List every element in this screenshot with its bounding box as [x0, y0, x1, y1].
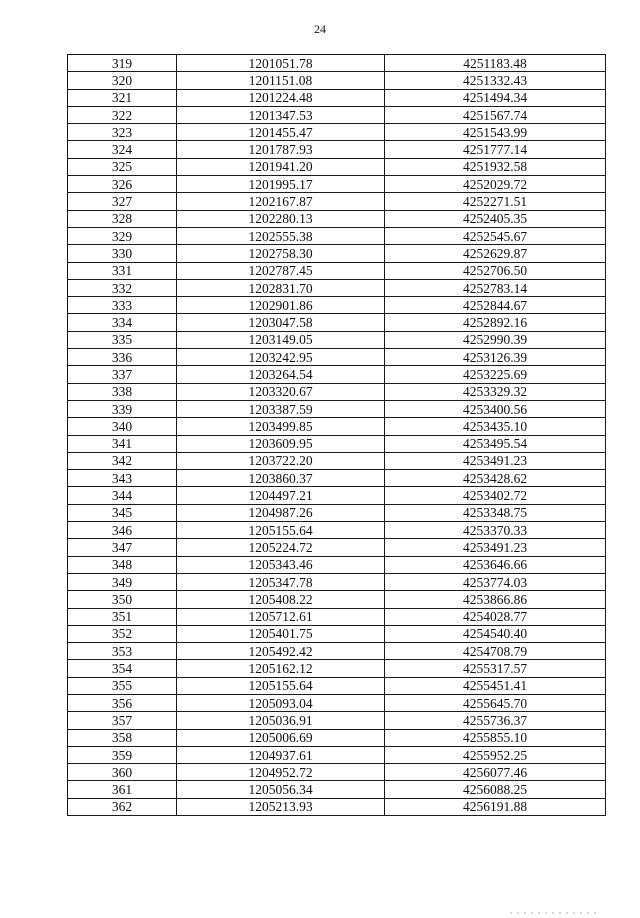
table-row	[68, 124, 606, 141]
x-coordinate-cell: 1201941.20	[177, 158, 385, 175]
table-row	[68, 141, 606, 158]
table-row	[68, 556, 606, 573]
y-coordinate-cell: 4253491.23	[385, 539, 606, 556]
table-row	[68, 89, 606, 106]
point-number-cell: 359	[68, 746, 177, 763]
point-number-cell: 355	[68, 677, 177, 694]
x-coordinate-cell: 1205347.78	[177, 573, 385, 590]
table-row	[68, 72, 606, 89]
y-coordinate-cell: 4251494.34	[385, 89, 606, 106]
y-coordinate-cell: 4254540.40	[385, 625, 606, 642]
table-row	[68, 539, 606, 556]
point-number-cell: 319	[68, 55, 177, 72]
point-number-cell: 354	[68, 660, 177, 677]
y-coordinate-cell: 4253348.75	[385, 504, 606, 521]
x-coordinate-cell: 1205213.93	[177, 798, 385, 815]
point-number-cell: 342	[68, 452, 177, 469]
x-coordinate-cell: 1202280.13	[177, 210, 385, 227]
table-row	[68, 435, 606, 452]
y-coordinate-cell: 4253866.86	[385, 591, 606, 608]
point-number-cell: 349	[68, 573, 177, 590]
x-coordinate-cell: 1201224.48	[177, 89, 385, 106]
table-row	[68, 227, 606, 244]
table-row	[68, 262, 606, 279]
y-coordinate-cell: 4253329.32	[385, 383, 606, 400]
table-row	[68, 331, 606, 348]
point-number-cell: 333	[68, 297, 177, 314]
y-coordinate-cell: 4254708.79	[385, 643, 606, 660]
table-row	[68, 729, 606, 746]
table-row	[68, 504, 606, 521]
x-coordinate-cell: 1203860.37	[177, 470, 385, 487]
y-coordinate-cell: 4252783.14	[385, 279, 606, 296]
point-number-cell: 356	[68, 694, 177, 711]
table-row	[68, 470, 606, 487]
scan-artifact	[510, 912, 600, 914]
point-number-cell: 352	[68, 625, 177, 642]
x-coordinate-cell: 1205006.69	[177, 729, 385, 746]
table-row	[68, 245, 606, 262]
x-coordinate-cell: 1204497.21	[177, 487, 385, 504]
point-number-cell: 358	[68, 729, 177, 746]
x-coordinate-cell: 1202901.86	[177, 297, 385, 314]
coordinates-table-container	[67, 54, 606, 816]
x-coordinate-cell: 1203264.54	[177, 366, 385, 383]
point-number-cell: 321	[68, 89, 177, 106]
point-number-cell: 334	[68, 314, 177, 331]
y-coordinate-cell: 4253400.56	[385, 400, 606, 417]
point-number-cell: 361	[68, 781, 177, 798]
table-row	[68, 279, 606, 296]
table-row	[68, 677, 606, 694]
y-coordinate-cell: 4253402.72	[385, 487, 606, 504]
x-coordinate-cell: 1204987.26	[177, 504, 385, 521]
x-coordinate-cell: 1202167.87	[177, 193, 385, 210]
point-number-cell: 324	[68, 141, 177, 158]
point-number-cell: 320	[68, 72, 177, 89]
y-coordinate-cell: 4252892.16	[385, 314, 606, 331]
table-row	[68, 210, 606, 227]
x-coordinate-cell: 1204937.61	[177, 746, 385, 763]
point-number-cell: 338	[68, 383, 177, 400]
page-number: 24	[314, 22, 326, 36]
y-coordinate-cell: 4252271.51	[385, 193, 606, 210]
y-coordinate-cell: 4251567.74	[385, 106, 606, 123]
y-coordinate-cell: 4252706.50	[385, 262, 606, 279]
point-number-cell: 328	[68, 210, 177, 227]
table-row	[68, 798, 606, 815]
point-number-cell: 357	[68, 712, 177, 729]
point-number-cell: 346	[68, 522, 177, 539]
point-number-cell: 327	[68, 193, 177, 210]
point-number-cell: 329	[68, 227, 177, 244]
y-coordinate-cell: 4251183.48	[385, 55, 606, 72]
table-row	[68, 383, 606, 400]
point-number-cell: 351	[68, 608, 177, 625]
x-coordinate-cell: 1205224.72	[177, 539, 385, 556]
y-coordinate-cell: 4252545.67	[385, 227, 606, 244]
y-coordinate-cell: 4255952.25	[385, 746, 606, 763]
y-coordinate-cell: 4255645.70	[385, 694, 606, 711]
table-row	[68, 591, 606, 608]
point-number-cell: 343	[68, 470, 177, 487]
x-coordinate-cell: 1205036.91	[177, 712, 385, 729]
table-row	[68, 349, 606, 366]
point-number-cell: 326	[68, 176, 177, 193]
point-number-cell: 347	[68, 539, 177, 556]
table-row	[68, 781, 606, 798]
x-coordinate-cell: 1203047.58	[177, 314, 385, 331]
table-row	[68, 625, 606, 642]
x-coordinate-cell: 1203320.67	[177, 383, 385, 400]
table-row	[68, 712, 606, 729]
point-number-cell: 340	[68, 418, 177, 435]
x-coordinate-cell: 1205155.64	[177, 522, 385, 539]
point-number-cell: 339	[68, 400, 177, 417]
table-row	[68, 522, 606, 539]
x-coordinate-cell: 1201787.93	[177, 141, 385, 158]
y-coordinate-cell: 4255451.41	[385, 677, 606, 694]
table-row	[68, 106, 606, 123]
table-row	[68, 366, 606, 383]
x-coordinate-cell: 1205492.42	[177, 643, 385, 660]
x-coordinate-cell: 1205343.46	[177, 556, 385, 573]
y-coordinate-cell: 4251543.99	[385, 124, 606, 141]
x-coordinate-cell: 1202831.70	[177, 279, 385, 296]
x-coordinate-cell: 1205408.22	[177, 591, 385, 608]
point-number-cell: 330	[68, 245, 177, 262]
table-row	[68, 608, 606, 625]
point-number-cell: 362	[68, 798, 177, 815]
y-coordinate-cell: 4253491.23	[385, 452, 606, 469]
point-number-cell: 360	[68, 764, 177, 781]
x-coordinate-cell: 1203387.59	[177, 400, 385, 417]
table-row	[68, 764, 606, 781]
point-number-cell: 350	[68, 591, 177, 608]
point-number-cell: 325	[68, 158, 177, 175]
point-number-cell: 335	[68, 331, 177, 348]
table-row	[68, 452, 606, 469]
x-coordinate-cell: 1203609.95	[177, 435, 385, 452]
x-coordinate-cell: 1205056.34	[177, 781, 385, 798]
x-coordinate-cell: 1201151.08	[177, 72, 385, 89]
x-coordinate-cell: 1205093.04	[177, 694, 385, 711]
table-row	[68, 297, 606, 314]
x-coordinate-cell: 1201455.47	[177, 124, 385, 141]
point-number-cell: 337	[68, 366, 177, 383]
y-coordinate-cell: 4253126.39	[385, 349, 606, 366]
point-number-cell: 331	[68, 262, 177, 279]
y-coordinate-cell: 4255736.37	[385, 712, 606, 729]
y-coordinate-cell: 4253225.69	[385, 366, 606, 383]
x-coordinate-cell: 1204952.72	[177, 764, 385, 781]
point-number-cell: 353	[68, 643, 177, 660]
table-row	[68, 643, 606, 660]
x-coordinate-cell: 1201995.17	[177, 176, 385, 193]
x-coordinate-cell: 1205162.12	[177, 660, 385, 677]
x-coordinate-cell: 1202787.45	[177, 262, 385, 279]
x-coordinate-cell: 1203499.85	[177, 418, 385, 435]
point-number-cell: 344	[68, 487, 177, 504]
x-coordinate-cell: 1203149.05	[177, 331, 385, 348]
x-coordinate-cell: 1202555.38	[177, 227, 385, 244]
x-coordinate-cell: 1205155.64	[177, 677, 385, 694]
point-number-cell: 336	[68, 349, 177, 366]
point-number-cell: 322	[68, 106, 177, 123]
point-number-cell: 345	[68, 504, 177, 521]
table-row	[68, 660, 606, 677]
y-coordinate-cell: 4252629.87	[385, 245, 606, 262]
point-number-cell: 332	[68, 279, 177, 296]
x-coordinate-cell: 1205401.75	[177, 625, 385, 642]
point-number-cell: 323	[68, 124, 177, 141]
y-coordinate-cell: 4251332.43	[385, 72, 606, 89]
point-number-cell: 348	[68, 556, 177, 573]
table-row	[68, 694, 606, 711]
y-coordinate-cell: 4254028.77	[385, 608, 606, 625]
y-coordinate-cell: 4253435.10	[385, 418, 606, 435]
table-row	[68, 573, 606, 590]
y-coordinate-cell: 4251932.58	[385, 158, 606, 175]
y-coordinate-cell: 4253370.33	[385, 522, 606, 539]
y-coordinate-cell: 4252990.39	[385, 331, 606, 348]
table-row	[68, 193, 606, 210]
y-coordinate-cell: 4253495.54	[385, 435, 606, 452]
table-row	[68, 176, 606, 193]
table-row	[68, 314, 606, 331]
y-coordinate-cell: 4252844.67	[385, 297, 606, 314]
y-coordinate-cell: 4256088.25	[385, 781, 606, 798]
y-coordinate-cell: 4253774.03	[385, 573, 606, 590]
x-coordinate-cell: 1201347.53	[177, 106, 385, 123]
coordinates-table	[67, 54, 606, 816]
table-row	[68, 55, 606, 72]
y-coordinate-cell: 4252405.35	[385, 210, 606, 227]
point-number-cell: 341	[68, 435, 177, 452]
table-row	[68, 746, 606, 763]
x-coordinate-cell: 1202758.30	[177, 245, 385, 262]
table-row	[68, 487, 606, 504]
y-coordinate-cell: 4255855.10	[385, 729, 606, 746]
table-row	[68, 418, 606, 435]
y-coordinate-cell: 4256191.88	[385, 798, 606, 815]
y-coordinate-cell: 4256077.46	[385, 764, 606, 781]
y-coordinate-cell: 4255317.57	[385, 660, 606, 677]
table-row	[68, 400, 606, 417]
table-row	[68, 158, 606, 175]
x-coordinate-cell: 1203242.95	[177, 349, 385, 366]
coordinates-table-body	[68, 55, 606, 816]
y-coordinate-cell: 4253646.66	[385, 556, 606, 573]
x-coordinate-cell: 1205712.61	[177, 608, 385, 625]
y-coordinate-cell: 4251777.14	[385, 141, 606, 158]
x-coordinate-cell: 1201051.78	[177, 55, 385, 72]
x-coordinate-cell: 1203722.20	[177, 452, 385, 469]
y-coordinate-cell: 4253428.62	[385, 470, 606, 487]
y-coordinate-cell: 4252029.72	[385, 176, 606, 193]
